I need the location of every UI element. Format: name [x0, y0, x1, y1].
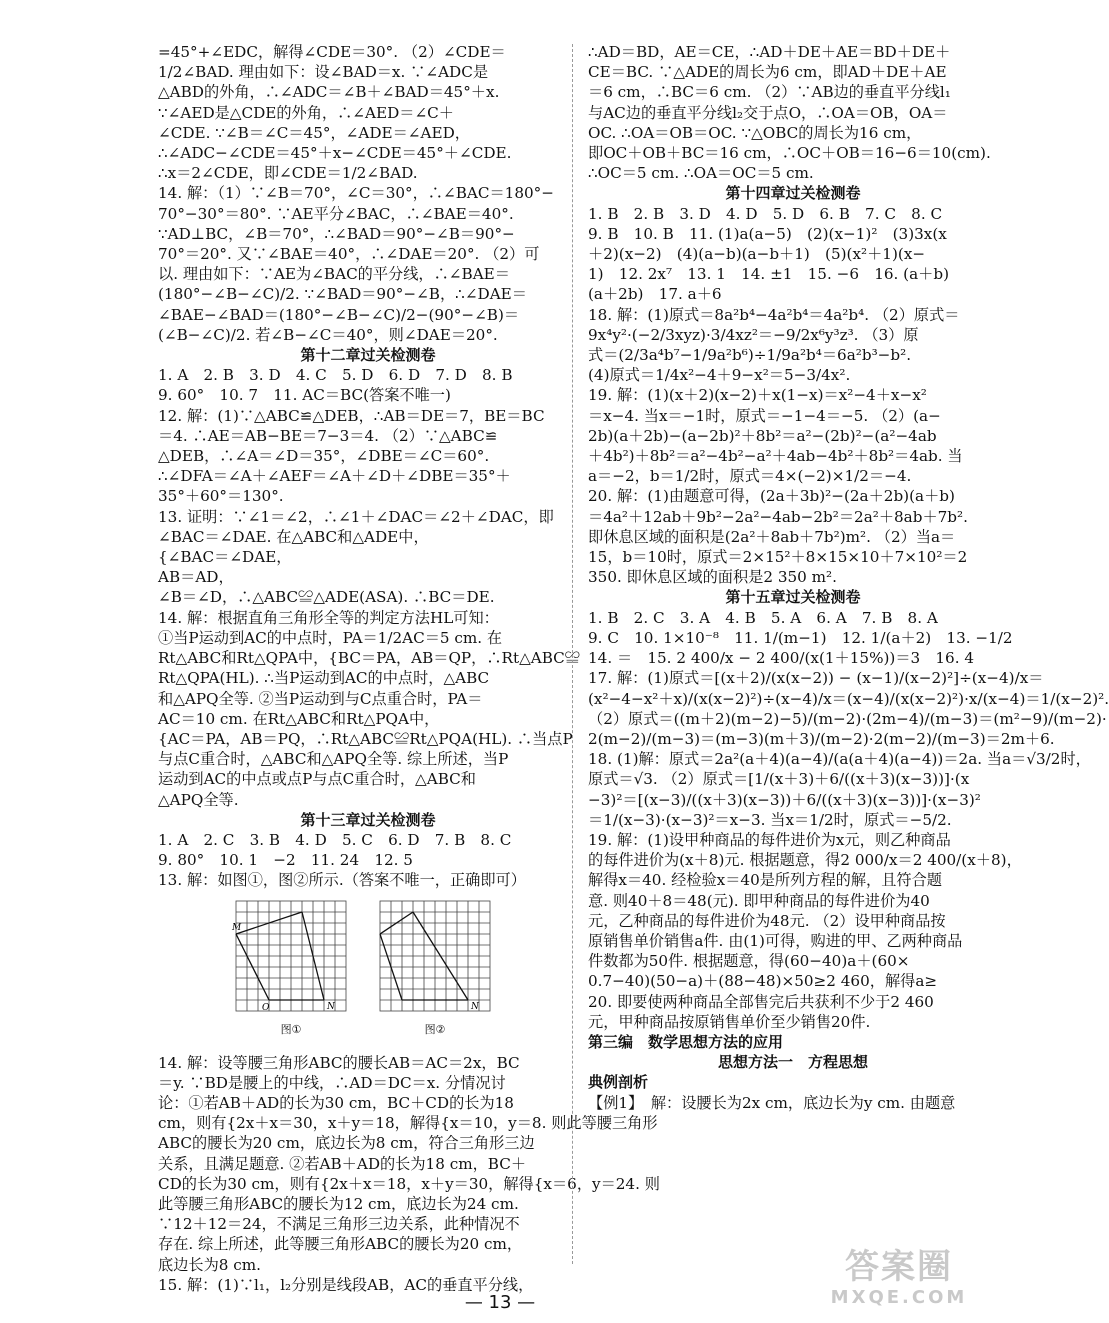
text-line: 9x⁴y²·(−2/3xyz)·3/4xz²＝−9/2x⁶y³z³. （3）原 — [588, 325, 919, 344]
text-line: 1. B 2. B 3. D 4. D 5. D 6. B 7. C 8. C — [588, 204, 943, 223]
text-line: 14. 解：（1）∵∠B＝70°，∠C＝30°，∴∠BAC＝180°− — [158, 184, 554, 203]
point-label: M — [232, 922, 242, 933]
figure-2 — [376, 897, 494, 1047]
text-line: ∴OC＝5 cm. ∴OA＝OC＝5 cm. — [588, 164, 814, 183]
figure-2-grid — [376, 897, 494, 1019]
text-line: (a＋2b) 17. a＋6 — [588, 285, 722, 304]
figure-1-label: 图① — [280, 1022, 302, 1036]
text-line: 19. 解：(1)设甲种商品的每件进价为x元，则乙种商品 — [588, 830, 951, 849]
text-line: 14. ＝ 15. 2 400/x − 2 400/(x(1＋15%))＝3 16. 4 — [588, 649, 975, 668]
text-line: ＝4a²＋12ab＋9b²−2a²−4ab−2b²＝2a²＋8ab＋7b². — [588, 507, 968, 526]
text-line: 第十五章过关检测卷 — [725, 588, 861, 607]
text-line: 20. 解：(1)由题意可得，(2a＋3b)²−(2a＋2b)(a＋b) — [588, 487, 955, 506]
watermark-top: 答案圈 — [845, 1247, 953, 1287]
text-line: =45°+∠EDC，解得∠CDE＝30°. （2）∠CDE＝ — [158, 43, 506, 61]
text-line: 思想方法一 方程思想 — [717, 1053, 868, 1072]
text-line: △DEB，∴∠A＝∠D＝35°，∠DBE＝∠C＝60°. — [158, 447, 490, 466]
text-line: ∴x＝2∠CDE，即∠CDE＝1/2∠BAD. — [158, 164, 418, 183]
text-line: ＝4. ∴AE＝AB−BE＝7−3＝4. （2）∵△ABC≌ — [158, 426, 498, 445]
column-divider — [572, 44, 573, 1264]
text-line: 70°＝20°. 又∵∠BAE＝40°，∴∠DAE＝20°. （2）可 — [158, 245, 540, 264]
text-line: 9. 60° 10. 7 11. AC＝BC(答案不唯一) — [158, 386, 451, 405]
text-line: ∴AD＝BD，AE＝CE，∴AD＋DE＋AE＝BD＋DE＋ — [588, 43, 951, 61]
text-line: 原销售单价销售a件. 由(1)可得，购进的甲、乙两种商品 — [588, 931, 963, 950]
text-line: ＝x−4. 当x＝−1时，原式＝−1−4＝−5. （2）(a− — [588, 406, 941, 425]
text-line: 的每件进价为(x＋8)元. 根据题意，得2 000/x＝2 400/(x＋8)， — [588, 851, 1022, 870]
text-line: 元，甲种商品按原销售单价至少销售20件. — [588, 1012, 871, 1031]
text-line: 存在. 综上所述，此等腰三角形ABC的腰长为20 cm， — [158, 1235, 523, 1254]
text-line: 17. 解：(1)原式＝[(x＋2)/(x(x−2)) − (x−1)/(x−2)²]÷(x−4)/x＝ — [588, 669, 1044, 688]
text-line: 与点C重合时，△ABC和△APQ全等. 综上所述，当P — [158, 750, 509, 769]
text-line: 1/2∠BAD. 理由如下：设∠BAD＝x. ∵∠ADC是 — [158, 63, 489, 82]
text-line: （2）原式＝((m＋2)(m−2)−5)/(m−2)·(2m−4)/(m−3)＝(m²−9)/(m−2)· — [588, 709, 1107, 728]
text-line: ＋4b²)＋8b²＝a²−4b²−a²＋4ab−4b²＋8b²＝4ab. 当 — [588, 447, 963, 466]
figure-1 — [232, 897, 350, 1047]
text-line: ∠BAE−∠BAD＝(180°−∠B−∠C)/2−(90°−∠B)＝ — [158, 305, 520, 324]
point-label: O — [262, 1002, 270, 1013]
figure-2-label: 图② — [424, 1022, 446, 1036]
text-line: 1. B 2. C 3. A 4. B 5. A 6. A 7. B 8. A — [588, 608, 938, 627]
text-line: (x²−4−x²＋x)/(x(x−2)²)÷(x−4)/x＝(x−4)/(x(x−2)²)·x/(x−4)＝1/(x−2)². — [588, 689, 1109, 708]
text-line: ＝6 cm，∴BC＝6 cm. （2）∵AB边的垂直平分线l₁ — [588, 83, 951, 102]
text-line: AC＝10 cm. 在Rt△ABC和Rt△PQA中， — [158, 709, 440, 728]
grid-figures — [232, 897, 578, 1047]
text-line: ∴∠DFA＝∠A＋∠AEF＝∠A＋∠D＋∠DBE＝35°＋ — [158, 467, 511, 486]
text-line: ＋2)(x−2) (4)(a−b)(a−b＋1) (5)(x²＋1)(x− — [588, 245, 926, 264]
text-line: Rt△ABC和Rt△QPA中，{BC＝PA，AB＝QP，∴Rt△ABC≌ — [158, 649, 580, 668]
text-line: 12. 解：(1)∵△ABC≌△DEB，∴AB＝DE＝7，BE＝BC — [158, 406, 545, 425]
point-label: N — [471, 1001, 479, 1012]
text-line: ＝y. ∵BD是腰上的中线，∴AD＝DC＝x. 分情况讨 — [158, 1073, 506, 1092]
text-line: 解得x＝40. 经检验x＝40是所列方程的解，且符合题 — [588, 871, 942, 890]
text-line: (180°−∠B−∠C)/2. ∵∠BAD＝90°−∠B，∴∠DAE＝ — [158, 285, 527, 304]
text-line: 20. 即要使两种商品全部售完后共获利不少于2 460 — [588, 992, 934, 1011]
right-column — [588, 42, 1109, 1113]
text-line: 件数都为50件. 根据题意，得(60−40)a＋(60× — [588, 952, 910, 971]
text-line: 9. 80° 10. 1 −2 11. 24 12. 5 — [158, 851, 413, 870]
text-line: 原式＝√3. （2）原式＝[1/(x＋3)＋6/((x＋3)(x−3))]·(x — [588, 770, 970, 789]
watermark-bottom: MXQE.COM — [830, 1287, 968, 1308]
text-line: 论：①若AB＋AD的长为30 cm，BC＋CD的长为18 — [158, 1093, 514, 1112]
text-line: 14. 解：设等腰三角形ABC的腰长AB＝AC＝2x，BC — [158, 1053, 520, 1072]
text-line: 1. A 2. C 3. B 4. D 5. C 6. D 7. B 8. C — [158, 830, 512, 849]
text-line: ①当P运动到AC的中点时，PA＝1/2AC＝5 cm. 在 — [158, 628, 503, 647]
text-line: ＝1/(x−3)·(x−3)²＝x−3. 当x＝1/2时，原式＝−5/2. — [588, 810, 952, 829]
text-line: {AC＝PA，AB＝PQ，∴Rt△ABC≌Rt△PQA(HL). ∴当点P — [158, 729, 573, 748]
text-line: 9. C 10. 1×10⁻⁸ 11. 1/(m−1) 12. 1/(a＋2) 13. −1/2 — [588, 628, 1013, 647]
text-line: 350. 即休息区域的面积是2 350 m². — [588, 568, 837, 587]
text-line: 15. 解：(1)∵l₁，l₂分别是线段AB，AC的垂直平分线， — [158, 1275, 534, 1294]
text-line: 19. 解：(1)(x＋2)(x−2)＋x(1−x)＝x²−4＋x−x² — [588, 386, 927, 405]
text-line: ∵∠AED是△CDE的外角，∴∠AED＝∠C＋ — [158, 103, 454, 122]
text-line: 意. 则40＋8＝48(元). 即甲种商品的每件进价为40 — [588, 891, 930, 910]
text-line: −3)²＝[(x−3)/((x＋3)(x−3))＋6/((x＋3)(x−3))]·(x−3)² — [588, 790, 981, 809]
text-line: 2(m−2)/(m−3)＝(m−3)(m＋3)/(m−2)·2(m−2)/(m−3)＝2m＋6. — [588, 729, 1055, 748]
text-line: 13. 证明：∵∠1＝∠2，∴∠1＋∠DAC＝∠2＋∠DAC，即 — [158, 507, 554, 526]
figure-1-grid — [232, 897, 350, 1019]
text-line: 式＝(2/3a⁴b⁷−1/9a²b⁶)÷1/9a²b⁴＝6a²b³−b². — [588, 346, 912, 365]
text-line: ∵AD⊥BC，∠B＝70°，∴∠BAD＝90°−∠B＝90°− — [158, 224, 515, 243]
page-number: — 13 — — [464, 1292, 536, 1313]
text-line: 13. 解：如图①，图②所示.（答案不唯一，正确即可） — [158, 871, 526, 890]
text-line: 70°−30°＝80°. ∵AE平分∠BAC，∴∠BAE＝40°. — [158, 204, 514, 223]
text-line: 和△APQ全等. ②当P运动到与C点重合时，PA＝ — [158, 689, 483, 708]
text-line: OC. ∴OA＝OB＝OC. ∵△OBC的周长为16 cm， — [588, 123, 922, 142]
text-line: △APQ全等. — [158, 790, 239, 809]
text-line: 以. 理由如下：∵AE为∠BAC的平分线，∴∠BAE＝ — [158, 265, 510, 284]
text-line: ABC的腰长为20 cm，底边长为8 cm，符合三角形三边 — [158, 1134, 535, 1153]
text-line: 运动到AC的中点或点P与点C重合时，△ABC和 — [158, 770, 476, 789]
text-line: (4)原式＝1/4x²−4＋9−x²＝5−3/4x². — [588, 366, 851, 385]
text-line: {∠BAC＝∠DAE， — [158, 548, 292, 567]
text-line: △ABD的外角，∴∠ADC＝∠B＋∠BAD＝45°＋x. — [158, 83, 500, 102]
text-line: 元，乙种商品的每件进价为48元. （2）设甲种商品按 — [588, 911, 946, 930]
text-line: 【例1】 解：设腰长为2x cm，底边长为y cm. 由题意 — [588, 1093, 956, 1112]
text-line: 2b)(a＋2b)−(a−2b)²＋8b²＝a²−(2b)²−(a²−4ab — [588, 426, 937, 445]
text-line: 第十三章过关检测卷 — [300, 810, 436, 829]
text-line: 即OC＋OB＋BC＝16 cm，∴OC＋OB＝16−6＝10(cm). — [588, 144, 991, 163]
text-line: 18. (1)解：原式＝2a²(a＋4)(a−4)/(a(a＋4)(a−4))＝2a. 当a＝√3/2时， — [588, 750, 1091, 769]
text-line: 即休息区域的面积是(2a²＋8ab＋7b²)m². （2）当a＝ — [588, 527, 956, 546]
text-line: 第三编 数学思想方法的应用 — [588, 1032, 784, 1051]
text-line: 18. 解：(1)原式＝8a²b⁴−4a²b⁴＝4a²b⁴. （2）原式＝ — [588, 305, 960, 324]
text-line: 15，b＝10时，原式＝2×15²＋8×15×10＋7×10²＝2 — [588, 548, 968, 567]
text-line: 14. 解：根据直角三角形全等的判定方法HL可知： — [158, 608, 499, 627]
text-line: Rt△QPA(HL). ∴当P运动到AC的中点时，△ABC — [158, 669, 490, 688]
text-line: CE＝BC. ∵△ADE的周长为6 cm，即AD＋DE＋AE — [588, 63, 947, 82]
text-line: a＝−2，b＝1/2时，原式＝4×(−2)×1/2＝−4. — [588, 467, 912, 486]
text-line: ∵12＋12＝24，不满足三角形三边关系，此种情况不 — [158, 1215, 520, 1234]
text-line: 第十二章过关检测卷 — [300, 346, 436, 365]
text-line: 35°＋60°＝130°. — [158, 487, 284, 506]
text-line: 此等腰三角形ABC的腰长为12 cm，底边长为24 cm. — [158, 1194, 519, 1213]
watermark-logo — [814, 1247, 984, 1317]
text-line: (∠B−∠C)/2. 若∠B−∠C＝40°，则∠DAE＝20°. — [158, 325, 498, 344]
text-line: ∠CDE. ∵∠B＝∠C＝45°，∠ADE＝∠AED， — [158, 123, 470, 142]
text-line: 1. A 2. B 3. D 4. C 5. D 6. D 7. D 8. B — [158, 366, 513, 385]
text-line: CD的长为30 cm，则有{2x＋x＝18，x＋y＝30，解得{x＝6，y＝24. 则 — [158, 1174, 660, 1193]
text-line: 9. B 10. B 11. (1)a(a−5) (2)(x−1)² (3)3x(x — [588, 224, 947, 243]
text-line: 1) 12. 2x⁷ 13. 1 14. ±1 15. −6 16. (a＋b) — [588, 265, 949, 284]
text-line: 第十四章过关检测卷 — [725, 184, 861, 203]
text-line: AB＝AD， — [158, 568, 234, 587]
text-line: 与AC边的垂直平分线l₂交于点O，∴OA＝OB，OA＝ — [588, 103, 948, 122]
text-line: ∴∠ADC−∠CDE＝45°＋x−∠CDE＝45°＋∠CDE. — [158, 144, 512, 163]
text-line: 典例剖析 — [588, 1073, 649, 1092]
text-line: cm，则有{2x＋x＝30，x＋y＝18，解得{x＝10，y＝8. 则此等腰三角形 — [158, 1114, 658, 1133]
text-line: 关系，且满足题意. ②若AB＋AD的长为18 cm，BC＋ — [158, 1154, 527, 1173]
left-main-text — [158, 42, 578, 891]
text-line: ∠BAC＝∠DAE. 在△ABC和△ADE中， — [158, 527, 429, 546]
text-line: ∠B＝∠D，∴△ABC≌△ADE(ASA). ∴BC＝DE. — [158, 588, 495, 607]
text-line: 0.7−40)(50−a)＋(88−48)×50≥2 460，解得a≥ — [588, 972, 938, 991]
text-line: 底边长为8 cm. — [158, 1255, 261, 1274]
right-main-text — [588, 42, 1109, 1113]
point-label: N — [327, 1001, 335, 1012]
